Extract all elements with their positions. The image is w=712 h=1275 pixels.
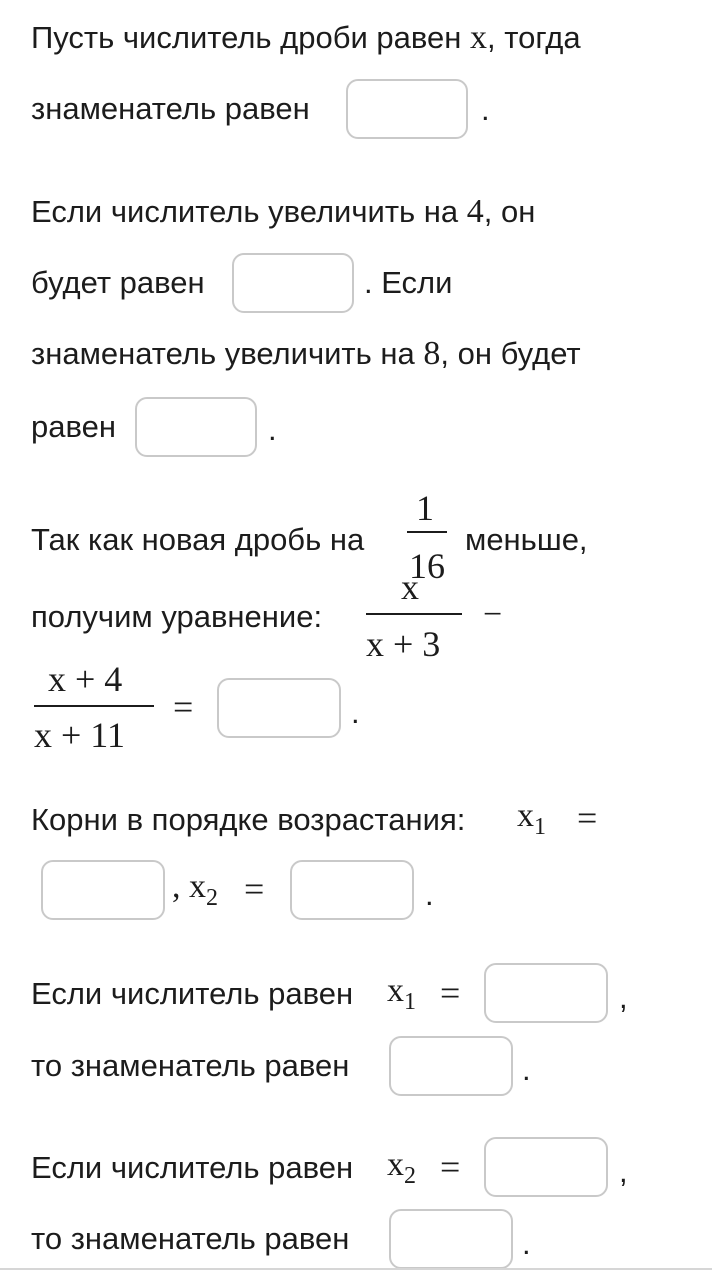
fraction-1-16-denominator: 16: [409, 546, 445, 586]
equals-sign: =: [173, 687, 194, 727]
text-block3-line2: получим уравнение:: [31, 599, 323, 634]
text-block5-line2: то знаменатель равен: [31, 1048, 350, 1083]
period: .: [351, 695, 360, 730]
answer-input-new-numerator[interactable]: [232, 253, 354, 313]
answer-input-denominator-x1[interactable]: [389, 1036, 513, 1096]
equals-sign: =: [244, 869, 265, 909]
text-block2-line2-end: . Если: [364, 265, 453, 300]
answer-input-new-denominator[interactable]: [135, 397, 257, 457]
answer-input-equation[interactable]: [217, 678, 341, 738]
fraction-x-numerator: x: [401, 567, 419, 607]
comma: ,: [619, 1154, 628, 1189]
answer-input-denominator-x2[interactable]: [389, 1209, 513, 1269]
period: .: [522, 1052, 531, 1087]
minus-sign: −: [483, 596, 503, 633]
comma: ,: [619, 980, 628, 1015]
text-block1-line1: Пусть числитель дроби равен x, тогда: [31, 19, 581, 56]
var-x2: $x_2$: [387, 1146, 416, 1189]
answer-input-numerator-x1[interactable]: [484, 963, 608, 1023]
fraction-line: [366, 613, 462, 615]
fraction-x4-denominator: x + 11: [34, 715, 125, 755]
period: .: [268, 412, 277, 447]
answer-input-root-x2[interactable]: [290, 860, 414, 920]
text-block3-line1-end: меньше,: [465, 522, 588, 557]
text-block2-line1: Если числитель увеличить на 4, он: [31, 193, 536, 230]
equals-sign: =: [440, 1147, 461, 1187]
text-block6-line2: то знаменатель равен: [31, 1221, 350, 1256]
text-block5-line1: Если числитель равен: [31, 976, 354, 1011]
fraction-1-16-numerator: 1: [416, 488, 434, 528]
fraction-x4-numerator: x + 4: [48, 659, 123, 699]
answer-input-numerator-x2[interactable]: [484, 1137, 608, 1197]
period: .: [481, 92, 490, 127]
equals-sign: =: [577, 798, 598, 838]
fraction-line: [34, 705, 154, 707]
number-4: 4: [466, 193, 484, 230]
equals-sign: =: [440, 973, 461, 1013]
text-block1-line2: знаменатель равен: [31, 91, 310, 126]
text-block2-line4: равен: [31, 409, 116, 444]
text-block4-line1: Корни в порядке возрастания:: [31, 802, 466, 837]
number-8: 8: [423, 335, 441, 372]
period: .: [522, 1226, 531, 1261]
text-block2-line2: будет равен: [31, 265, 205, 300]
answer-input-denominator[interactable]: [346, 79, 468, 139]
var-x1: $x_1$: [387, 972, 416, 1015]
bottom-divider: [0, 1268, 712, 1270]
text-block6-line1: Если числитель равен: [31, 1150, 354, 1185]
text-block3-line1: Так как новая дробь на: [31, 522, 365, 557]
fraction-x-denominator: x + 3: [366, 624, 441, 664]
period: .: [425, 877, 434, 912]
fraction-line: [407, 531, 447, 533]
text-block2-line3: знаменатель увеличить на 8, он будет: [31, 335, 581, 372]
answer-input-root-x1[interactable]: [41, 860, 165, 920]
var-x1: $x_1$: [517, 797, 546, 840]
var-x2: , $x_2$: [172, 868, 218, 911]
var-x: x: [470, 19, 488, 56]
